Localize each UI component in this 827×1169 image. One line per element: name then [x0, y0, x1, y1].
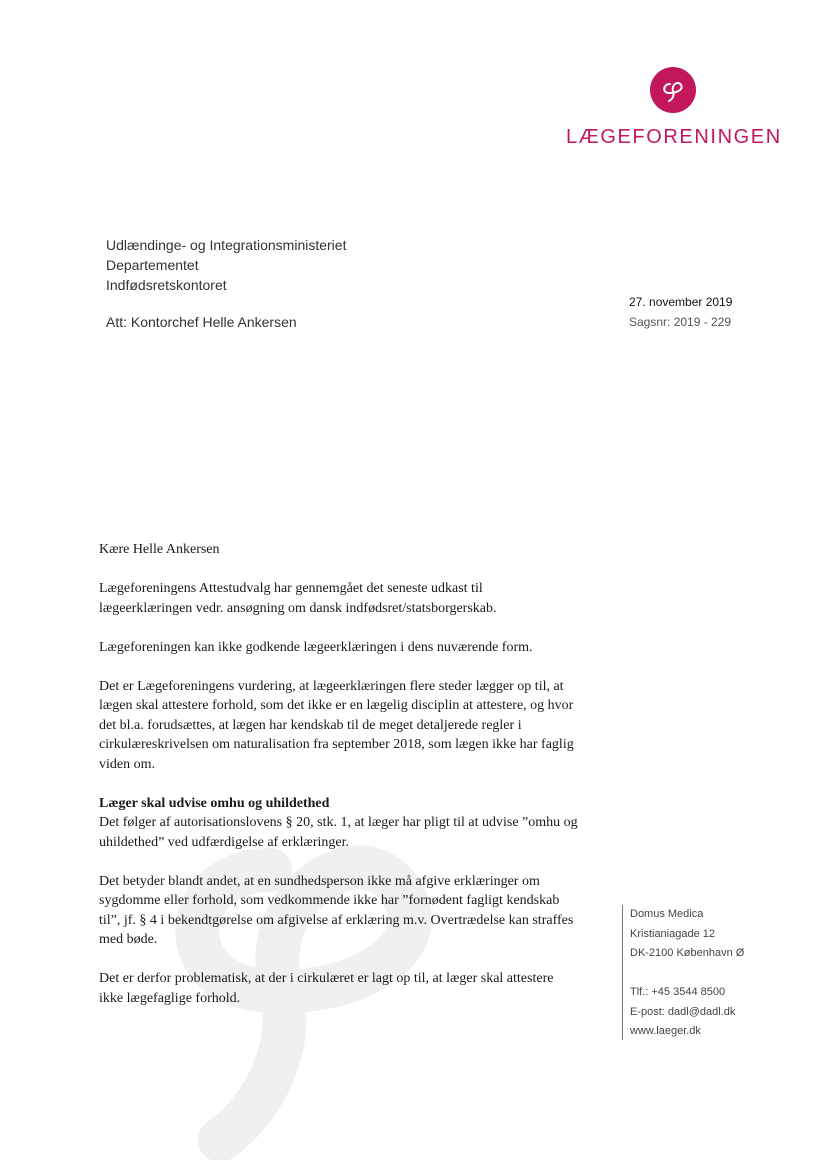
brand-logo-icon: [650, 67, 696, 113]
phone-number: Tlf.: +45 3544 8500: [630, 986, 726, 998]
section-heading: Læger skal udvise omhu og uhildethed: [99, 795, 330, 811]
letter-body: [99, 540, 579, 1028]
city-address: DK-2100 København Ø: [630, 947, 745, 959]
email-address: E-post: dadl@dadl.dk: [630, 1005, 736, 1018]
attention-line: Att: Kontorchef Helle Ankersen: [106, 314, 297, 330]
brand-name: LÆGEFORENINGEN: [566, 126, 782, 148]
org-name: Domus Medica: [630, 908, 704, 920]
case-number: Sagsnr: 2019 - 229: [629, 315, 732, 329]
recipient-line: Indfødsretskontoret: [106, 277, 227, 293]
recipient-line: Udlændinge- og Integrationsministeriet: [106, 237, 347, 253]
street-address: Kristianiagade 12: [630, 927, 716, 940]
paragraph: Det følger af autorisationslovens § 20, stk. 1, at læger har pligt til at udvise ”omhu og uhildethed” ved udfærdigelse af erklæringer.: [99, 815, 578, 850]
recipient-address: [106, 235, 346, 295]
paragraph: Det betyder blandt andet, at en sundhedsperson ikke må afgive erklæringer om sygdomme eller forhold, som vedkommende ikke har ”fornødent fagligt kendskab til”, jf. § 4 i bekendtgørelse om afgivelse af erklæring m.v. Overtrædelse kan straffes med bøde.: [99, 873, 574, 947]
website-link[interactable]: www.laeger.dk: [630, 1025, 701, 1037]
salutation: Kære Helle Ankersen: [99, 542, 220, 557]
recipient-line: Departementet: [106, 257, 199, 273]
paragraph: Det er derfor problematisk, at der i cirkulæret er lagt op til, at læger skal attestere ikke lægefaglige forhold.: [99, 971, 554, 1006]
paragraph: Lægeforeningens Attestudvalg har gennemgået det seneste udkast til lægeerklæringen vedr. ansøgning om dansk indfødsret/statsborgerskab.: [99, 581, 497, 616]
letter-date: 27. november 2019: [629, 295, 733, 309]
contact-sidebar: [622, 905, 744, 1040]
paragraph: Lægeforeningen kan ikke godkende lægeerklæringen i dens nuværende form.: [99, 639, 533, 655]
paragraph: Det er Lægeforeningens vurdering, at lægeerklæringen flere steder lægger op til, at lægen skal attestere forhold, som det ikke er en lægelig disciplin at attestere, og hvor det bl.a. forudsættes, at lægen har kendskab til de meget detaljerede regler i cirkulæreskrivelsen om naturalisation fra september 2018, som lægen ikke har faglig viden om.: [99, 678, 574, 772]
